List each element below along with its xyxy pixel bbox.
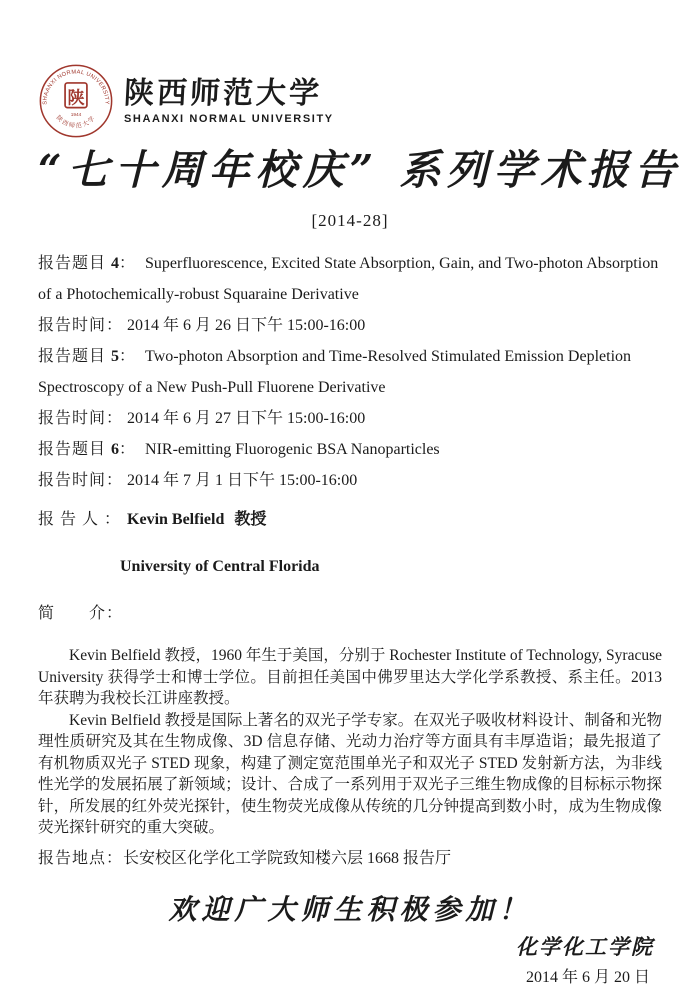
bio-paragraph-2: Kevin Belfield 教授是国际上著名的双光子学专家。在双光子吸收材料设计、制备和光物理性质研究及其在生物成像、3D 信息存储、光动力治疗等方面具有丰厚造诣；最先报道了有机物质双光子 STED 现象，构建了测定宽范围单光子和双光子 STED 发射新方法，为非线性光学的发展拓展了新领域；设计、合成了一系列用于双光子三维生物成像的目标标示物探针，所发展的红外荧光探针，使生物荧光成像从传统的几分钟提高到数小时，成为生物成像荧光探针研究的重大突破。 [38,711,662,836]
lecture-title-5 [38,341,662,403]
speaker-line [38,504,662,535]
welcome-message: 欢迎广大师生积极参加！ [168,892,532,926]
lecture-time-4 [38,310,662,341]
lecture-number: 4 [111,255,120,272]
university-name-cn: 陕西师范大学 [123,76,323,111]
lecture-title-text: Two-photon Absorption and Time-Resolved Stimulated Emission Depletion Spectroscopy of a New Push-Pull Fluorene Derivative [38,348,632,396]
university-header [38,62,662,140]
bio-section [38,645,662,839]
issue-number: [2014-28] [311,211,389,230]
lecture-time-value: 2014 年 6 月 26 日下午 15:00-16:00 [127,317,366,334]
venue-text: 长安校区化学化工学院致知楼六层 1668 报告厅 [123,849,452,867]
lecture-time-6 [38,465,662,496]
lecture-number: 6 [111,441,120,458]
lecture-block-5 [38,341,662,434]
lecture-title-colon: ： [119,441,137,458]
lecture-title-text: Superfluorescence, Excited State Absorption, Gain, and Two-photon Absorption of a Photochemically-robust Squaraine Derivative [38,255,659,303]
lecture-time-value: 2014 年 7 月 1 日下午 15:00-16:00 [127,472,358,489]
university-name-en: SHAANXI NORMAL UNIVERSITY [124,113,334,125]
speaker-name: Kevin Belfield [127,511,225,528]
page-title: “七十周年校庆” 系列学术报告 [38,146,682,194]
lecture-time-label: 报告时间： [38,472,124,489]
lecture-block-6 [38,434,662,496]
seal-bottom-text: 陕西师范大学 [54,115,98,130]
lecture-title-label: 报告题目 [38,255,107,272]
seal-year: 1944 [70,113,82,119]
speaker-label: 报 告 人 ： [38,511,122,528]
lecture-number: 5 [111,348,120,365]
lecture-block-4 [38,248,662,341]
lecture-title-colon: ： [119,348,137,365]
speaker-title-suffix: 教授 [230,511,267,528]
university-names [124,77,334,125]
lecture-title-text: NIR-emitting Fluorogenic BSA Nanoparticles [145,441,440,458]
venue-line [38,843,662,874]
lecture-title-6 [38,434,662,465]
venue-label: 报告地点： [38,849,124,867]
lecture-time-label: 报告时间： [38,317,124,334]
lecture-list [38,248,662,496]
university-seal-icon [38,63,114,139]
seal-ring-text: SHAANXI NORMAL UNIVERSITY [42,69,110,105]
lecture-title-colon: ： [119,255,137,272]
signature-date: 2014 年 6 月 20 日 [525,968,650,986]
signature: 化学化工学院 [516,933,654,959]
lecture-title-4 [38,248,662,310]
lecture-title-label: 报告题目 [38,348,107,365]
bio-label: 简 介： [38,605,124,622]
lecture-time-5 [38,403,662,434]
bio-paragraph-1: Kevin Belfield 教授，1960 年生于美国，分别于 Rochester Institute of Technology, Syracuse University 获得学士和博士学位。目前担任美国中佛罗里达大学化学系教授、系主任。2013 年获聘为我校长江讲座教授。 [38,647,662,707]
lecture-time-value: 2014 年 6 月 27 日下午 15:00-16:00 [127,410,366,427]
seal-character: 陕 [67,88,85,108]
lecture-time-label: 报告时间： [38,410,124,427]
speaker-affiliation: University of Central Florida [120,558,320,575]
lecture-title-label: 报告题目 [38,441,107,458]
